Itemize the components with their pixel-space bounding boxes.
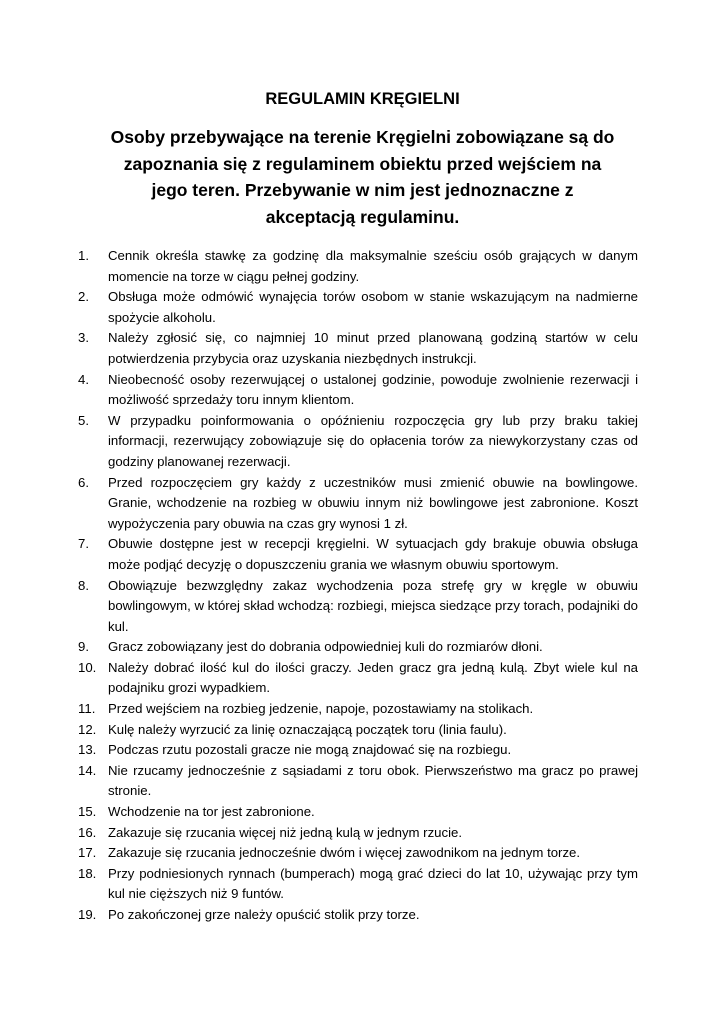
rule-text: Kulę należy wyrzucić za linię oznaczającą początek toru (linia faulu). — [108, 721, 507, 737]
rule-item — [78, 287, 638, 328]
rule-item — [78, 473, 638, 535]
rule-number: 10. — [78, 659, 97, 675]
rule-text: Obsługa może odmówić wynajęcia torów osobom w stanie wskazującym na nadmierne spożycie alkoholu. — [108, 289, 638, 325]
rule-text: Gracz zobowiązany jest do dobrania odpowiedniej kuli do rozmiarów dłoni. — [108, 639, 543, 655]
rule-item — [78, 843, 638, 864]
rule-number: 8. — [78, 577, 89, 593]
rule-text: Obowiązuje bezwzględny zakaz wychodzenia poza strefę gry w kręgle w obuwiu bowlingowym, w której skład wchodzą: rozbiegi, miejsca siedzące przy torach, podajniki do kul. — [108, 577, 638, 634]
rule-text: Zakazuje się rzucania więcej niż jedną kulą w jednym rzucie. — [108, 824, 463, 840]
rule-text: Zakazuje się rzucania jednocześnie dwóm i więcej zawodnikom na jednym torze. — [108, 845, 581, 861]
rule-item — [78, 905, 638, 926]
rule-item — [78, 720, 638, 741]
rule-text: Przed rozpoczęciem gry każdy z uczestników musi zmienić obuwie na bowlingowe. Granie, wchodzenie na rozbieg w obuwiu innym niż bowlingowe jest zabronione. Koszt wypożyczenia pary obuwia na czas gry wynosi 1 zł. — [108, 474, 638, 531]
rule-item — [78, 328, 638, 369]
rule-text: Nie rzucamy jednocześnie z sąsiadami z toru obok. Pierwszeństwo ma gracz po prawej stronie. — [108, 762, 638, 799]
rule-number: 5. — [78, 412, 89, 428]
rule-number: 6. — [78, 474, 89, 490]
rule-number: 3. — [78, 330, 89, 346]
rule-item — [78, 637, 638, 658]
rule-text: Należy dobrać ilość kul do ilości graczy. Jeden gracz gra jedną kulą. Zbyt wiele kul na podajniku grozi wypadkiem. — [108, 659, 638, 696]
rule-item — [78, 658, 638, 699]
rule-item — [78, 761, 638, 802]
rule-item — [78, 534, 638, 575]
rule-text: Cennik określa stawkę za godzinę dla maksymalnie sześciu osób grających w danym momencie na torze w ciągu pełnej godziny. — [108, 248, 638, 284]
rule-text: Przed wejściem na rozbieg jedzenie, napoje, pozostawiamy na stolikach. — [108, 701, 534, 717]
rule-number: 18. — [78, 865, 97, 881]
rule-number: 14. — [78, 762, 97, 778]
rule-number: 12. — [78, 721, 97, 737]
rule-item — [78, 740, 638, 761]
rule-item — [78, 699, 638, 720]
rule-item — [78, 802, 638, 823]
rule-text: W przypadku poinformowania o opóźnieniu rozpoczęcia gry lub przy braku takiej informacji, rezerwujący zobowiązuje się do opłacenia torów za niewykorzystany czas od godziny planowanej rezerwacji. — [108, 412, 638, 469]
rule-text: Podczas rzutu pozostali gracze nie mogą znajdować się na rozbiegu. — [108, 742, 512, 758]
rule-number: 2. — [78, 289, 89, 305]
document-intro: Osoby przebywające na terenie Kręgielni zobowiązane są do zapoznania się z regulaminem obiektu przed wejściem na jego teren. Przebywanie w nim jest jednoznaczne z akceptacją regulaminu. — [110, 127, 615, 227]
rule-text: Wchodzenie na tor jest zabronione. — [108, 804, 315, 820]
rule-number: 1. — [78, 248, 89, 263]
rule-item — [78, 823, 638, 844]
rule-number: 11. — [78, 701, 96, 717]
rule-number: 7. — [78, 536, 89, 552]
rule-text: Po zakończonej grze należy opuścić stolik przy torze. — [108, 907, 420, 922]
rule-item — [78, 411, 638, 473]
rule-number: 15. — [78, 804, 97, 820]
rule-number: 19. — [78, 907, 97, 922]
rule-number: 17. — [78, 845, 97, 861]
rule-text: Nieobecność osoby rezerwującej o ustalonej godzinie, powoduje zwolnienie rezerwacji i możliwość sprzedaży toru innym klientom. — [108, 371, 638, 408]
rule-number: 16. — [78, 824, 97, 840]
rule-text: Przy podniesionych rynnach (bumperach) mogą grać dzieci do lat 10, używając przy tym kul nie cięższych niż 9 funtów. — [108, 865, 638, 902]
rule-number: 13. — [78, 742, 97, 758]
rule-item — [78, 864, 638, 905]
rule-text: Należy zgłosić się, co najmniej 10 minut przed planowaną godziną startów w celu potwierdzenia przybycia oraz uzyskania niezbędnych instrukcji. — [108, 330, 638, 366]
document-title: REGULAMIN KRĘGIELNI — [265, 90, 460, 108]
rule-number: 4. — [78, 371, 89, 387]
rule-number: 9. — [78, 639, 89, 655]
rule-item — [78, 370, 638, 411]
rule-text: Obuwie dostępne jest w recepcji kręgielni. W sytuacjach gdy brakuje obuwia obsługa może podjąć decyzję o dopuszczeniu grania we własnym obuwiu sportowym. — [108, 536, 638, 572]
rule-item — [78, 246, 638, 287]
rule-item — [78, 576, 638, 638]
rules-list — [78, 246, 638, 926]
